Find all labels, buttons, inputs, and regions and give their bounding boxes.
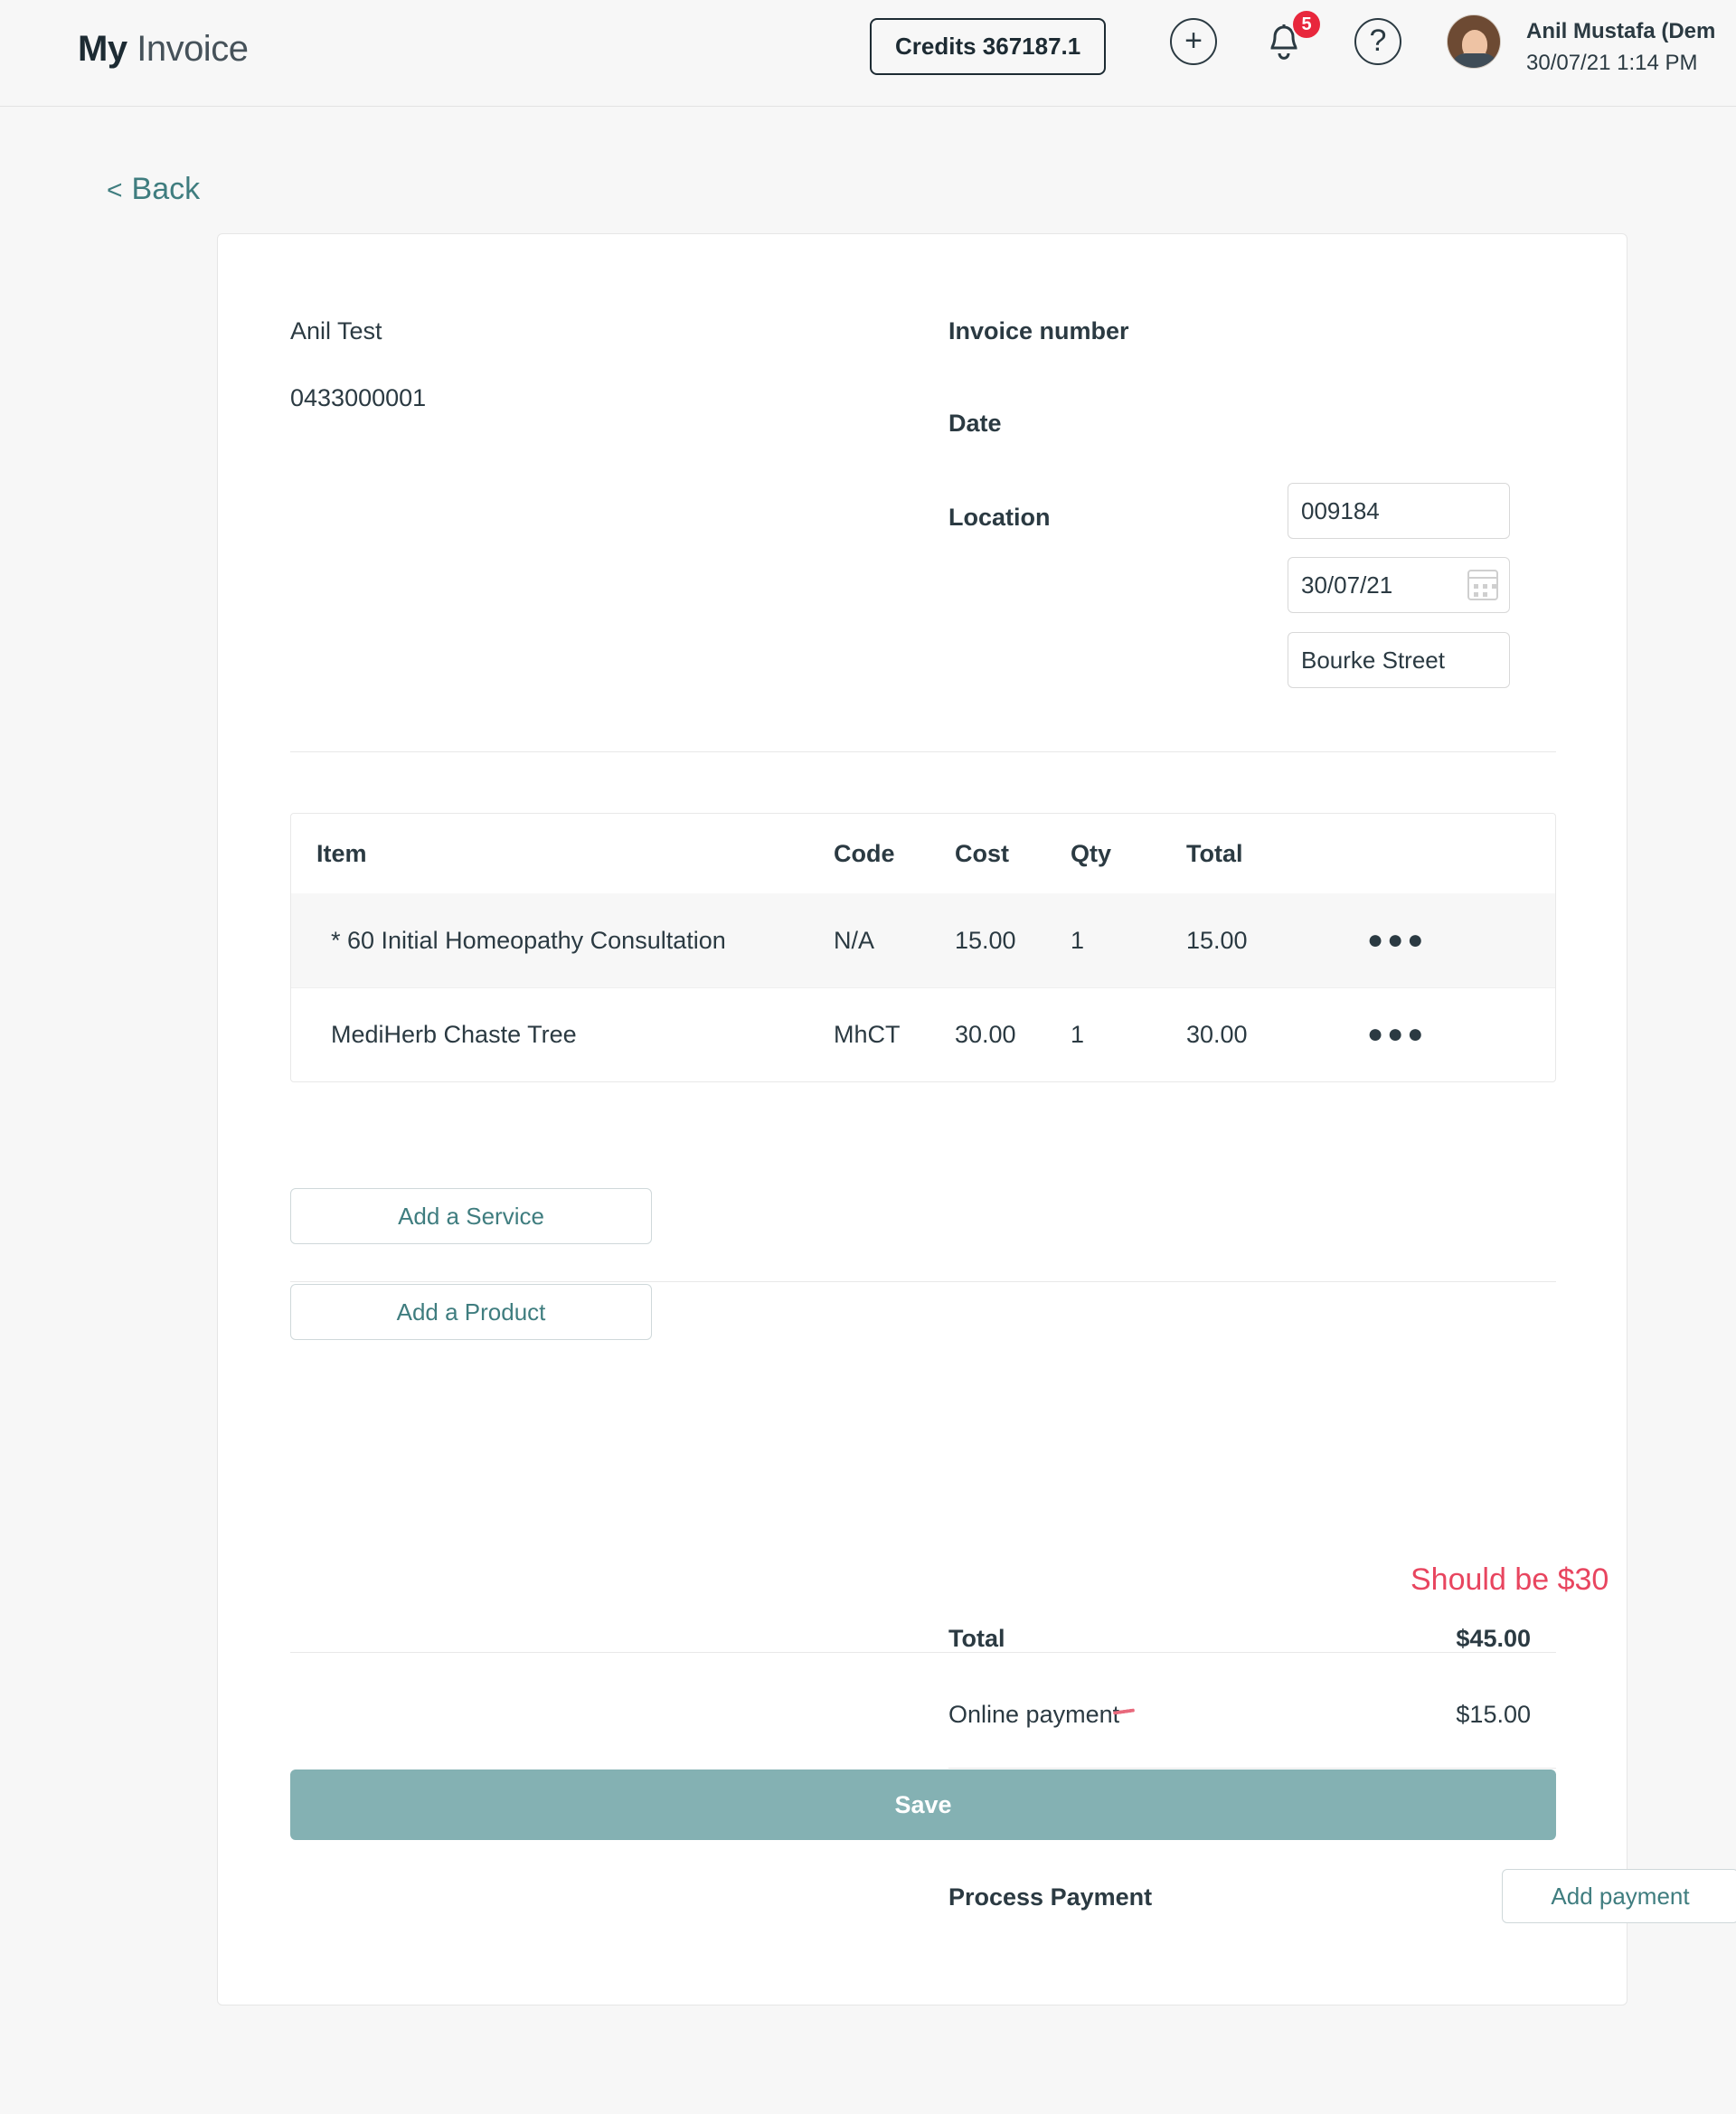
app-logo[interactable] [78, 29, 248, 70]
top-bar [0, 0, 1736, 107]
more-options-icon[interactable]: ●●● [1367, 1019, 1428, 1049]
online-payment-label: Online payment [948, 1701, 1120, 1728]
total-label: Total [948, 1625, 1005, 1652]
row-item-name: * 60 Initial Homeopathy Consultation [331, 926, 726, 954]
row-item-cost: 30.00 [955, 1021, 1016, 1048]
row-item-qty: 1 [1071, 926, 1085, 954]
calendar-icon[interactable] [1467, 570, 1498, 600]
divider-top [290, 751, 1556, 752]
column-header-total: Total [1186, 839, 1243, 867]
divider-middle [290, 1281, 1556, 1282]
notification-badge: 5 [1291, 9, 1322, 40]
location-input[interactable] [1288, 632, 1510, 688]
totals-divider [948, 1768, 1556, 1769]
row-item-code: N/A [834, 926, 875, 954]
items-table [290, 813, 1556, 1082]
row-actions[interactable] [1367, 1021, 1555, 1049]
table-row[interactable] [291, 987, 1555, 1081]
table-row[interactable] [291, 893, 1555, 987]
table-header-row [291, 814, 1555, 893]
user-info[interactable] [1526, 16, 1715, 80]
row-item-cost: 15.00 [955, 926, 1016, 954]
process-payment-label: Process Payment [948, 1883, 1153, 1911]
location-label: Location [948, 504, 1051, 531]
chevron-left-icon: < [107, 175, 123, 205]
row-actions[interactable] [1367, 924, 1555, 955]
column-header-cost: Cost [955, 839, 1009, 867]
date-input[interactable] [1288, 557, 1510, 613]
row-item-code: MhCT [834, 1021, 901, 1048]
location-value: Bourke Street [1301, 646, 1445, 674]
annotation-arrow-icon [1113, 1706, 1137, 1715]
invoice-number-value: 009184 [1301, 496, 1380, 524]
row-item-total: 15.00 [1186, 926, 1248, 954]
logo-text-bold: My [78, 29, 127, 69]
online-payment-value: $15.00 [1456, 1701, 1531, 1728]
invoice-number-label: Invoice number [948, 317, 1129, 344]
user-datetime: 30/07/21 1:14 PM [1526, 50, 1698, 75]
plus-icon: + [1184, 23, 1203, 58]
date-label: Date [948, 410, 1002, 437]
client-phone: 0433000001 [290, 384, 427, 411]
help-button[interactable] [1354, 18, 1401, 65]
column-header-item: Item [316, 839, 367, 867]
user-name: Anil Mustafa (Dem [1526, 19, 1716, 43]
add-payment-button[interactable]: Add payment [1502, 1869, 1736, 1923]
back-label: Back [131, 172, 201, 206]
row-item-total: 30.00 [1186, 1021, 1248, 1048]
row-item-name: MediHerb Chaste Tree [331, 1021, 577, 1048]
invoice-number-input[interactable] [1288, 483, 1510, 539]
invoice-card [217, 233, 1690, 2005]
notifications-button[interactable] [1257, 13, 1320, 76]
credits-button[interactable]: Credits 367187.1 [870, 18, 1106, 75]
question-mark-icon: ? [1369, 23, 1387, 58]
save-button[interactable]: Save [290, 1770, 1556, 1840]
add-service-button[interactable]: Add a Service [290, 1188, 652, 1244]
add-button[interactable] [1170, 18, 1217, 65]
row-item-qty: 1 [1071, 1021, 1085, 1048]
back-link[interactable] [107, 172, 200, 207]
avatar-shirt [1451, 53, 1498, 68]
total-value: $45.00 [1456, 1625, 1531, 1652]
column-header-qty: Qty [1071, 839, 1112, 867]
logo-text-light: Invoice [137, 29, 249, 69]
date-value: 30/07/21 [1301, 571, 1393, 599]
column-header-code: Code [834, 839, 895, 867]
avatar[interactable] [1447, 14, 1501, 69]
divider-bottom [290, 1652, 1556, 1653]
add-product-button[interactable]: Add a Product [290, 1284, 652, 1340]
more-options-icon[interactable]: ●●● [1367, 924, 1428, 955]
client-name: Anil Test [290, 317, 382, 344]
annotation-text: Should be $30 [1410, 1562, 1609, 1597]
